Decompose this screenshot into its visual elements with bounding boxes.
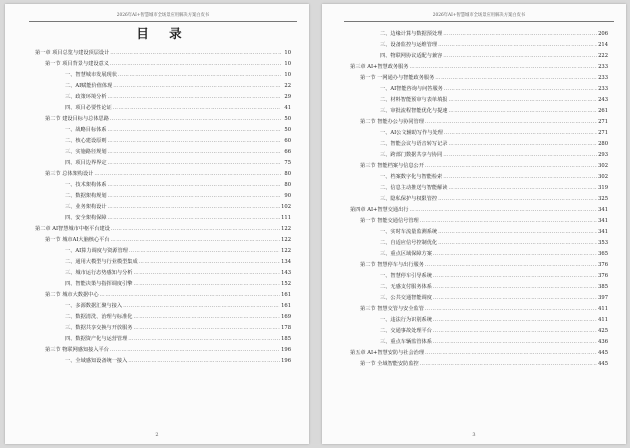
toc-page-number: 102	[281, 204, 291, 210]
toc-entry-text: 三、设备监控与运维管理	[380, 42, 438, 48]
toc-entry-text: 二、交通事故处理平台	[380, 328, 432, 334]
toc-section-entry[interactable]	[35, 342, 291, 353]
toc-entry-text: 第一节 智能交通信号管理	[360, 218, 419, 224]
dot-leader	[433, 328, 597, 334]
dot-leader	[111, 237, 281, 243]
toc-subsection-entry[interactable]	[350, 334, 608, 345]
toc-section-entry[interactable]	[350, 356, 608, 367]
toc-subsection-entry[interactable]	[35, 254, 291, 265]
dot-leader	[118, 72, 281, 78]
dot-leader	[128, 336, 280, 342]
toc-entry-text: 四、安全架构保障	[65, 215, 107, 221]
toc-page-number: 169	[281, 314, 291, 320]
toc-subsection-entry[interactable]	[35, 133, 291, 144]
dot-leader	[433, 273, 597, 279]
toc-page-number: 29	[284, 94, 291, 100]
toc-page-number: 376	[598, 262, 608, 268]
toc-entry-text: 第三节 总体架构设计	[45, 171, 94, 177]
toc-page-number: 50	[284, 116, 291, 122]
toc-entry-text: 一、AI公文辅助写作与处理	[380, 130, 443, 136]
toc-subsection-entry[interactable]	[350, 169, 608, 180]
dot-leader	[113, 105, 281, 111]
toc-subsection-entry[interactable]	[350, 26, 608, 37]
toc-page-right	[322, 4, 626, 444]
toc-page-number: 271	[598, 119, 608, 125]
toc-entry-text: 二、自适应信号控制优化	[380, 240, 438, 246]
toc-subsection-entry[interactable]	[35, 331, 291, 342]
toc-page-number: 161	[281, 292, 291, 298]
running-header: 2026年AI+智慧城市全场景应用解决方案白皮书	[29, 12, 297, 22]
toc-entry-text: 二、信息主动推送与智能解读	[380, 185, 448, 191]
toc-page-number: 152	[281, 281, 291, 287]
toc-subsection-entry[interactable]	[350, 268, 608, 279]
toc-subsection-entry[interactable]	[35, 177, 291, 188]
dot-leader	[420, 361, 597, 367]
dot-leader	[110, 50, 281, 56]
toc-section-entry[interactable]	[350, 257, 608, 268]
dot-leader	[433, 339, 597, 345]
toc-page-number: 233	[598, 64, 608, 70]
toc-subsection-entry[interactable]	[350, 224, 608, 235]
toc-subsection-entry[interactable]	[350, 246, 608, 257]
toc-subsection-entry[interactable]	[35, 78, 291, 89]
toc-entry-text: 第二章 AI智慧城市中枢平台建设	[35, 226, 110, 232]
toc-chapter-entry[interactable]	[350, 345, 608, 356]
toc-chapter-entry[interactable]	[35, 221, 291, 232]
dot-leader	[448, 97, 597, 103]
toc-page-number: 80	[284, 171, 291, 177]
toc-subsection-entry[interactable]	[35, 276, 291, 287]
toc-page-number: 122	[281, 248, 291, 254]
dot-leader	[443, 53, 597, 59]
toc-page-number: 261	[598, 108, 608, 114]
dot-leader	[108, 94, 281, 100]
toc-page-number: 196	[281, 358, 291, 364]
toc-page-number: 178	[281, 325, 291, 331]
toc-section-entry[interactable]	[35, 232, 291, 243]
dot-leader	[133, 281, 280, 287]
toc-entry-text: 四、项目边界界定	[65, 160, 107, 166]
dot-leader	[409, 64, 597, 70]
toc-entry-text: 四、数据资产化与运营管理	[65, 336, 128, 342]
toc-entry-text: 一、技术架构体系	[65, 182, 107, 188]
toc-entry-text: 第三节 智慧交管与安全监管	[360, 306, 424, 312]
dot-leader	[444, 130, 597, 136]
toc-subsection-entry[interactable]	[35, 188, 291, 199]
dot-leader	[438, 240, 597, 246]
toc-subsection-entry[interactable]	[350, 103, 608, 114]
toc-section-entry[interactable]	[350, 301, 608, 312]
toc-page-number: 222	[598, 53, 608, 59]
dot-leader	[108, 149, 281, 155]
toc-page-number: 341	[598, 218, 608, 224]
dot-leader	[108, 182, 281, 188]
toc-entry-text: 一、战略目标体系	[65, 127, 107, 133]
dot-leader	[435, 75, 597, 81]
toc-page-number: 214	[598, 42, 608, 48]
toc-page-number: 233	[598, 86, 608, 92]
toc-entry-text: 三、政策环境分析	[65, 94, 107, 100]
toc-entry-text: 二、核心建设原则	[65, 138, 107, 144]
toc-subsection-entry[interactable]	[350, 191, 608, 202]
toc-page-number: 75	[284, 160, 291, 166]
dot-leader	[94, 171, 281, 177]
dot-leader	[438, 196, 597, 202]
toc-entry-text: 一、实时车流量监测系统	[380, 229, 438, 235]
toc-chapter-entry[interactable]	[350, 202, 608, 213]
toc-subsection-entry[interactable]	[350, 312, 608, 323]
dot-leader	[108, 215, 281, 221]
toc-page-number: 233	[598, 75, 608, 81]
toc-entry-text: 一、智慧城市发展现状	[65, 72, 117, 78]
toc-page-number: 411	[598, 306, 608, 312]
toc-page-number: 134	[281, 259, 291, 265]
toc-page-left	[5, 4, 309, 444]
dot-leader	[425, 306, 597, 312]
dot-leader	[438, 42, 597, 48]
dot-leader	[444, 86, 597, 92]
toc-subsection-entry[interactable]	[350, 235, 608, 246]
toc-list	[35, 45, 291, 364]
toc-page-number: 319	[598, 185, 608, 191]
dot-leader	[108, 204, 281, 210]
toc-section-entry[interactable]	[35, 56, 291, 67]
toc-subsection-entry[interactable]	[350, 81, 608, 92]
toc-entry-text: 二、数据架构规划	[65, 193, 107, 199]
toc-section-entry[interactable]	[35, 111, 291, 122]
dot-leader	[448, 108, 597, 114]
toc-subsection-entry[interactable]	[35, 155, 291, 166]
toc-subsection-entry[interactable]	[35, 122, 291, 133]
toc-entry-text: 三、城市运行态势感知与分析	[65, 270, 133, 276]
toc-subsection-entry[interactable]	[35, 353, 291, 364]
toc-page-number: 293	[598, 152, 608, 158]
dot-leader	[111, 226, 280, 232]
toc-page-number: 10	[284, 72, 291, 78]
toc-page-number: 60	[284, 138, 291, 144]
toc-page-number: 425	[598, 328, 608, 334]
toc-subsection-entry[interactable]	[350, 323, 608, 334]
toc-chapter-entry[interactable]	[35, 45, 291, 56]
toc-page-number: 341	[598, 207, 608, 213]
toc-page-number: 50	[284, 127, 291, 133]
toc-page-number: 365	[598, 251, 608, 257]
toc-entry-text: 四、项目必要性论证	[65, 105, 112, 111]
toc-subsection-entry[interactable]	[350, 279, 608, 290]
toc-page-number: 325	[598, 196, 608, 202]
toc-entry-text: 第一节 全域智能安防监控	[360, 361, 419, 367]
toc-section-entry[interactable]	[350, 158, 608, 169]
toc-entry-text: 二、材料智能预审与表单填报	[380, 97, 448, 103]
dot-leader	[448, 141, 597, 147]
toc-section-entry[interactable]	[35, 287, 291, 298]
toc-subsection-entry[interactable]	[35, 320, 291, 331]
dot-leader	[100, 292, 281, 298]
toc-subsection-entry[interactable]	[35, 298, 291, 309]
page-number: 3	[472, 432, 476, 438]
toc-page-number: 206	[598, 31, 608, 37]
toc-entry-text: 二、AI赋能价值体现	[65, 83, 113, 89]
toc-subsection-entry[interactable]	[350, 48, 608, 59]
toc-subsection-entry[interactable]	[350, 92, 608, 103]
dot-leader	[433, 295, 597, 301]
dot-leader	[123, 303, 280, 309]
toc-page-number: 143	[281, 270, 291, 276]
toc-entry-text: 四、智能决策与指挥调度引擎	[65, 281, 133, 287]
toc-page-number: 66	[284, 149, 291, 155]
toc-page-number: 436	[598, 339, 608, 345]
toc-entry-text: 一、AI算力调度与资源管理	[65, 248, 128, 254]
toc-page-number: 376	[598, 273, 608, 279]
dot-leader	[128, 358, 280, 364]
toc-entry-text: 第二节 智能办公与协同管理	[360, 119, 424, 125]
dot-leader	[438, 229, 597, 235]
toc-entry-text: 一、多源数据汇聚与接入	[65, 303, 123, 309]
dot-leader	[425, 163, 597, 169]
toc-page-number: 10	[284, 50, 291, 56]
dot-leader	[425, 262, 597, 268]
toc-entry-text: 一、全域感知设备统一接入	[65, 358, 128, 364]
toc-list	[350, 26, 608, 367]
toc-entry-text: 三、跨部门数据共享与协同	[380, 152, 443, 158]
toc-subsection-entry[interactable]	[350, 37, 608, 48]
toc-entry-text: 四、物联网协议适配与兼容	[380, 53, 443, 59]
toc-subsection-entry[interactable]	[35, 89, 291, 100]
toc-page-number: 10	[284, 61, 291, 67]
toc-entry-text: 三、公共交通智能调度	[380, 295, 432, 301]
toc-page-number: 302	[598, 174, 608, 180]
toc-page-number: 302	[598, 163, 608, 169]
dot-leader	[425, 119, 597, 125]
dot-leader	[113, 83, 281, 89]
toc-page-number: 122	[281, 226, 291, 232]
toc-entry-text: 一、档案数字化与智能检索	[380, 174, 443, 180]
toc-page-number: 280	[598, 141, 608, 147]
toc-page-number: 353	[598, 240, 608, 246]
dot-leader	[110, 347, 280, 353]
toc-subsection-entry[interactable]	[350, 125, 608, 136]
dot-leader	[425, 350, 597, 356]
toc-entry-text: 一、违法行为识别系统	[380, 317, 432, 323]
toc-page-number: 122	[281, 237, 291, 243]
toc-entry-text: 二、无感支付服务体系	[380, 284, 432, 290]
toc-entry-text: 第五章 AI+智慧安防与社会治理	[350, 350, 425, 356]
dot-leader	[443, 174, 597, 180]
dot-leader	[433, 317, 597, 323]
toc-page-number: 445	[598, 361, 608, 367]
dot-leader	[110, 61, 281, 67]
toc-page-number: 41	[284, 105, 291, 111]
toc-subsection-entry[interactable]	[350, 147, 608, 158]
toc-page-number: 90	[284, 193, 291, 199]
toc-subsection-entry[interactable]	[350, 290, 608, 301]
dot-leader	[443, 31, 597, 37]
toc-section-entry[interactable]	[350, 213, 608, 224]
toc-subsection-entry[interactable]	[35, 100, 291, 111]
dot-leader	[133, 325, 280, 331]
toc-entry-text: 三、实施路径规划	[65, 149, 107, 155]
toc-section-entry[interactable]	[350, 114, 608, 125]
dot-leader	[108, 138, 281, 144]
dot-leader	[433, 284, 597, 290]
dot-leader	[108, 193, 281, 199]
toc-entry-text: 三、隐私保护与权限管控	[380, 196, 438, 202]
toc-subsection-entry[interactable]	[35, 210, 291, 221]
dot-leader	[448, 185, 597, 191]
toc-subsection-entry[interactable]	[35, 199, 291, 210]
toc-entry-text: 第一章 项目总览与建设顶层设计	[35, 50, 110, 56]
toc-section-entry[interactable]	[350, 70, 608, 81]
toc-page-number: 385	[598, 284, 608, 290]
toc-page-number: 411	[598, 317, 608, 323]
toc-page-number: 445	[598, 350, 608, 356]
toc-title: 目 录	[136, 26, 190, 41]
toc-subsection-entry[interactable]	[35, 67, 291, 78]
toc-subsection-entry[interactable]	[35, 243, 291, 254]
toc-page-number: 185	[281, 336, 291, 342]
dot-leader	[409, 207, 597, 213]
toc-entry-text: 三、数据共享交换与开放服务	[65, 325, 133, 331]
toc-entry-text: 第二节 建设目标与总体思路	[45, 116, 109, 122]
dot-leader	[433, 251, 597, 257]
toc-chapter-entry[interactable]	[350, 59, 608, 70]
toc-entry-text: 三、审批流程智能优化与提速	[380, 108, 448, 114]
toc-entry-text: 第二节 城市大数据中心	[45, 292, 99, 298]
toc-subsection-entry[interactable]	[35, 265, 291, 276]
toc-entry-text: 第一节 一网通办与智能政务服务	[360, 75, 435, 81]
toc-subsection-entry[interactable]	[35, 309, 291, 320]
dot-leader	[420, 218, 597, 224]
running-header: 2026年AI+智慧城市全场景应用解决方案白皮书	[344, 12, 614, 22]
dot-leader	[133, 270, 280, 276]
toc-page-number: 80	[284, 182, 291, 188]
toc-entry-text: 第三节 智能档案与信息公开	[360, 163, 424, 169]
toc-entry-text: 二、数据清洗、治理与标准化	[65, 314, 133, 320]
toc-entry-text: 第二节 智慧停车与出行服务	[360, 262, 424, 268]
dot-leader	[108, 160, 281, 166]
toc-subsection-entry[interactable]	[350, 180, 608, 191]
dot-leader	[139, 259, 280, 265]
toc-entry-text: 二、智能会议与语音转写记录	[380, 141, 448, 147]
page-number: 2	[155, 432, 159, 438]
toc-section-entry[interactable]	[35, 166, 291, 177]
dot-leader	[443, 152, 597, 158]
toc-entry-text: 一、AI智能咨询与问答服务	[380, 86, 443, 92]
toc-page-number: 196	[281, 347, 291, 353]
toc-page-number: 271	[598, 130, 608, 136]
toc-entry-text: 一、智慧停车引导系统	[380, 273, 432, 279]
dot-leader	[108, 127, 281, 133]
toc-page-number: 397	[598, 295, 608, 301]
toc-page-number: 22	[284, 83, 291, 89]
toc-entry-text: 第一节 城市AI大脑核心平台	[45, 237, 110, 243]
dot-leader	[110, 116, 281, 122]
toc-entry-text: 三、业务架构设计	[65, 204, 107, 210]
toc-subsection-entry[interactable]	[350, 136, 608, 147]
toc-entry-text: 三、重点车辆监管体系	[380, 339, 432, 345]
toc-entry-text: 第三节 物联网感知接入平台	[45, 347, 109, 353]
toc-entry-text: 二、通用大模型与行业模型集成	[65, 259, 138, 265]
dot-leader	[129, 248, 280, 254]
toc-page-number: 243	[598, 97, 608, 103]
toc-entry-text: 二、边缘计算与数据预处理	[380, 31, 443, 37]
dot-leader	[133, 314, 280, 320]
toc-entry-text: 第三章 AI+智慧政务服务	[350, 64, 409, 70]
toc-entry-text: 第一节 项目背景与建设意义	[45, 61, 109, 67]
toc-page-number: 111	[281, 215, 291, 221]
toc-subsection-entry[interactable]	[35, 144, 291, 155]
toc-entry-text: 三、重点区域保障方案	[380, 251, 432, 257]
toc-entry-text: 第四章 AI+智慧交通出行	[350, 207, 409, 213]
toc-page-number: 341	[598, 229, 608, 235]
toc-page-number: 161	[281, 303, 291, 309]
